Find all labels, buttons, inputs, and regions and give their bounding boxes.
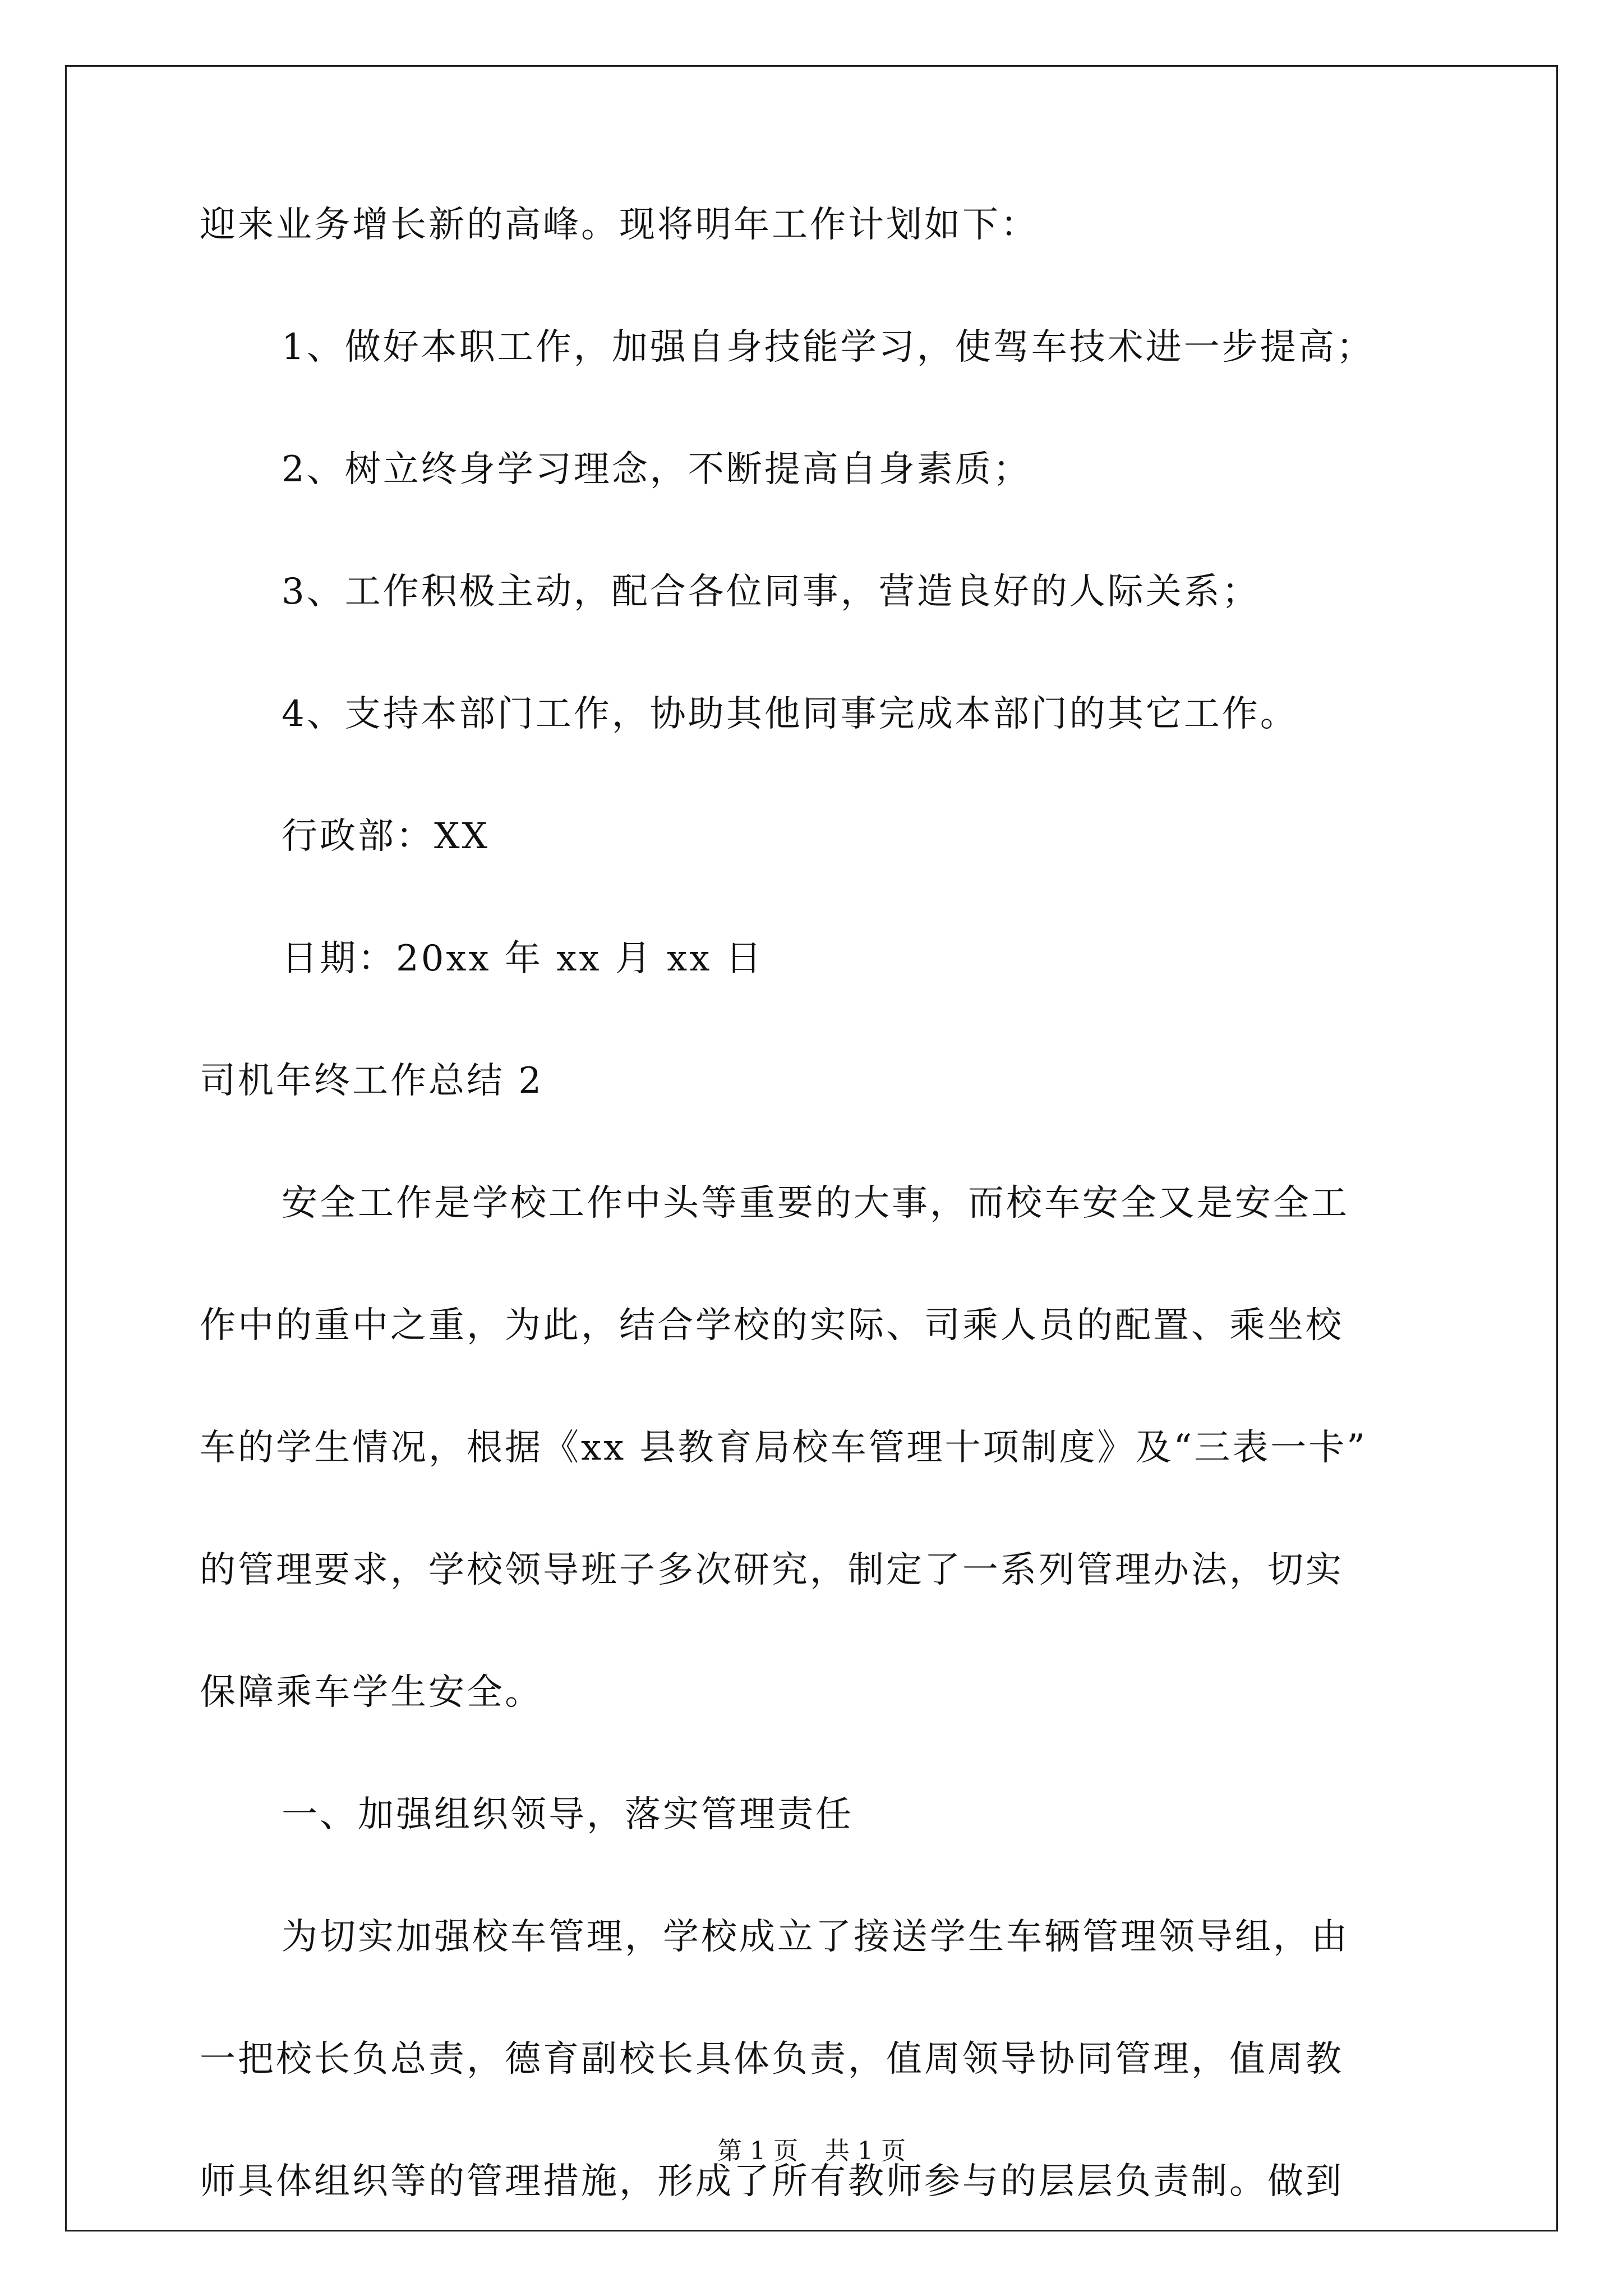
document-body <box>200 199 1433 2278</box>
paragraph-line: 一把校长负总责，德育副校长具体负责，值周领导协同管理，值周教 <box>200 2039 1344 2080</box>
paragraph-line: 3、工作积极主动，配合各位同事，营造良好的人际关系； <box>282 571 1260 613</box>
paragraph-line: 为切实加强校车管理，学校成立了接送学生车辆管理领导组，由 <box>282 1916 1349 1958</box>
paragraph-line: 的管理要求，学校领导班子多次研究，制定了一系列管理办法，切实 <box>200 1549 1344 1591</box>
paragraph-line: 4、支持本部门工作，协助其他同事完成本部门的其它工作。 <box>282 693 1298 735</box>
paragraph-line: 1、做好本职工作，加强自身技能学习，使驾车技术进一步提高； <box>282 326 1375 368</box>
subsection-heading: 一、加强组织领导，落实管理责任 <box>282 1794 854 1835</box>
paragraph-line: 师具体组织等的管理措施，形成了所有教师参与的层层负责制。做到 <box>200 2161 1344 2202</box>
page-number: 第 1 页 <box>717 2137 798 2165</box>
signature-department: 行政部：XX <box>282 816 490 857</box>
section-title: 司机年终工作总结 2 <box>200 1060 544 1102</box>
page-footer <box>0 2136 1623 2167</box>
paragraph-line: 保障乘车学生安全。 <box>200 1672 543 1713</box>
paragraph-line: 2、树立终身学习理念，不断提高自身素质； <box>282 449 1031 490</box>
page-total: 共 1 页 <box>825 2137 906 2165</box>
paragraph-line: 迎来业务增长新的高峰。现将明年工作计划如下： <box>200 204 1039 246</box>
signature-date: 日期：20xx 年 xx 月 xx 日 <box>282 938 764 979</box>
paragraph-line: 车的学生情况，根据《xx 县教育局校车管理十项制度》及“三表一卡” <box>200 1427 1367 1469</box>
paragraph-line: 作中的重中之重，为此，结合学校的实际、司乘人员的配置、乘坐校 <box>200 1305 1344 1346</box>
paragraph-line: 安全工作是学校工作中头等重要的大事，而校车安全又是安全工 <box>282 1182 1349 1224</box>
